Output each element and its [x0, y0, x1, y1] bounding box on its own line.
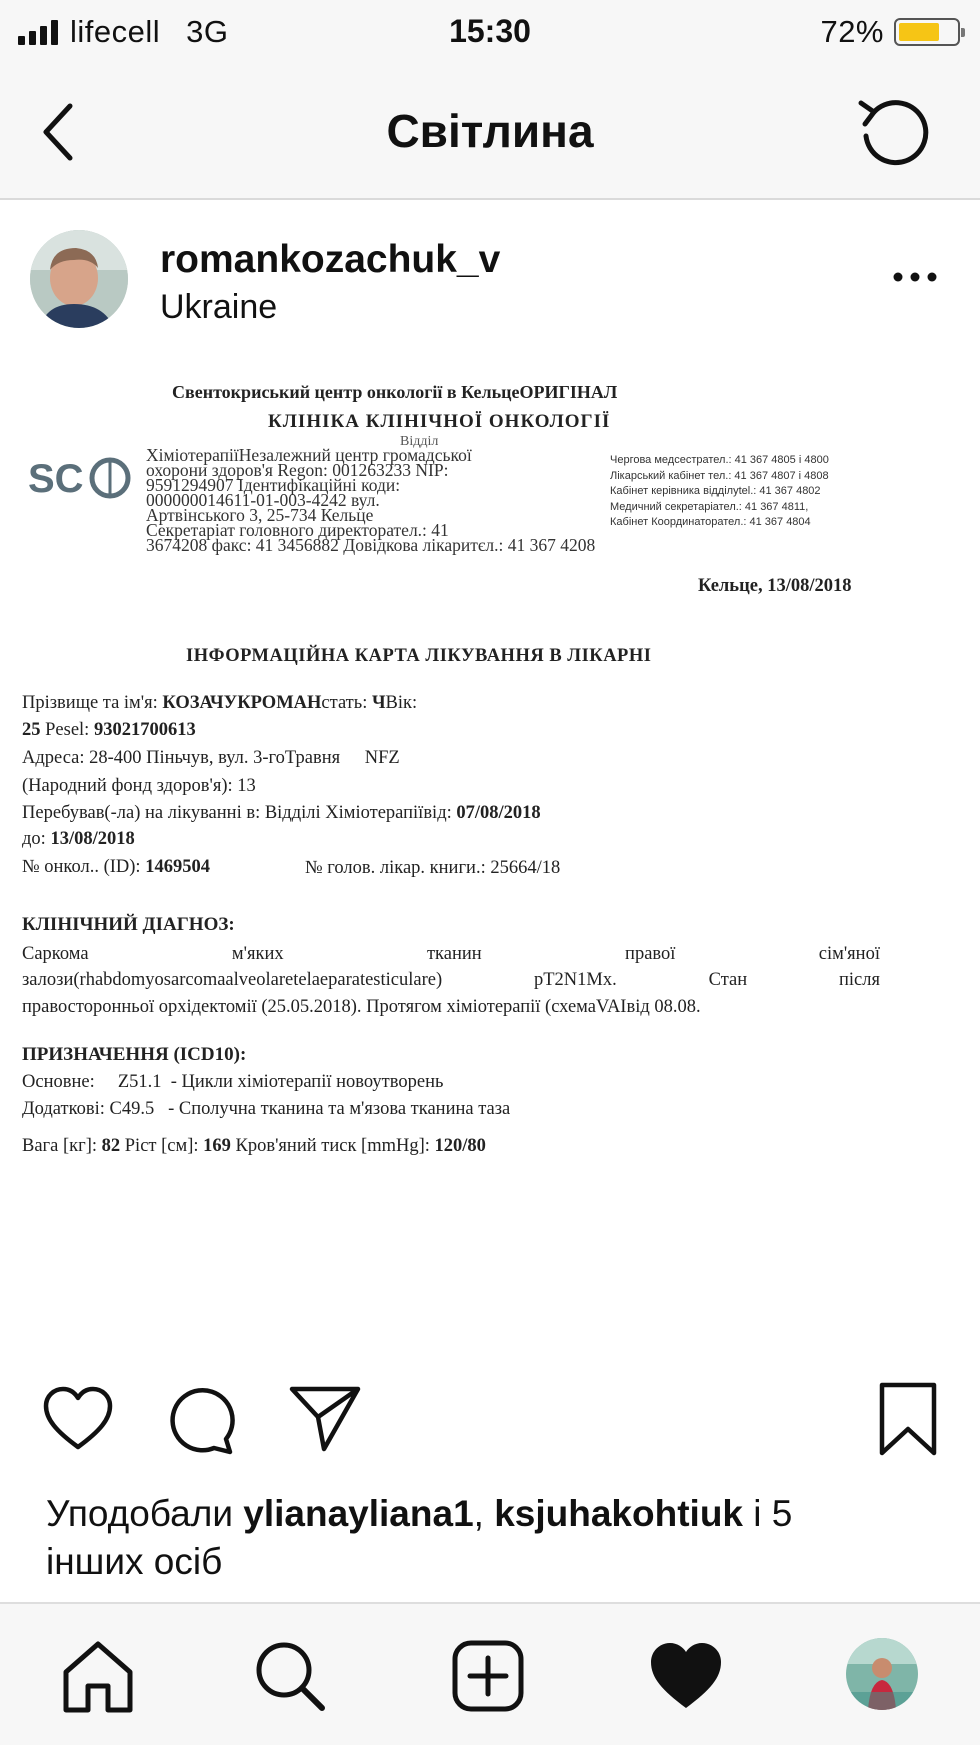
battery-icon: [894, 18, 960, 46]
refresh-button[interactable]: [852, 90, 936, 174]
age-value: 25: [22, 720, 41, 740]
comment-icon: [166, 1385, 236, 1455]
battery-percent: 72%: [820, 14, 884, 49]
tab-new-post[interactable]: [450, 1638, 526, 1714]
diag-word: після: [839, 970, 880, 990]
more-horizontal-icon: [890, 262, 940, 292]
avatar-photo: [30, 230, 128, 328]
send-icon: [288, 1383, 362, 1453]
book-label: № голов. лікар. книги.:: [305, 858, 486, 878]
address-line: Секретаріат головного директорател.: 41: [146, 520, 449, 540]
save-button[interactable]: [878, 1381, 938, 1457]
doc-header-line1: Свентокриський центр онкології в КельцеОРИГІНАЛ: [172, 382, 618, 402]
vitals-line: [22, 1136, 486, 1157]
diag-word: Саркома: [22, 944, 89, 964]
stay-from: 07/08/2018: [456, 803, 541, 823]
pesel-value: 93021700613: [93, 720, 196, 740]
fund-line: (Народний фонд здоров'я): 13: [22, 776, 256, 796]
svg-text:SC: SC: [28, 457, 84, 501]
bookmark-icon: [878, 1381, 938, 1457]
book-value: 25664/18: [490, 858, 561, 878]
sex-value: Ч: [371, 693, 386, 713]
sex-label: стать:: [321, 693, 368, 713]
tab-search[interactable]: [252, 1638, 328, 1714]
icd-main: Основне: Z51.1 - Цикли хіміотерапії новоутворень: [22, 1072, 444, 1092]
diagnosis-title: КЛІНІЧНИЙ ДІАГНОЗ:: [22, 914, 235, 935]
height-label: Ріст [см]:: [124, 1136, 199, 1156]
tab-activity[interactable]: [648, 1638, 724, 1714]
diagnosis-line-2: [22, 970, 880, 991]
likes-suffix: і 5: [743, 1493, 793, 1534]
diag-word: м'яких: [231, 944, 284, 964]
patient-pesel-line: [22, 720, 196, 741]
add-post-icon: [450, 1638, 526, 1714]
search-icon: [252, 1638, 328, 1714]
stay-to: 13/08/2018: [50, 829, 135, 849]
patient-name-line: [22, 693, 417, 714]
age-label: Вік:: [385, 693, 418, 713]
share-button[interactable]: [288, 1383, 362, 1453]
refresh-icon: [852, 90, 936, 174]
like-button[interactable]: [42, 1385, 114, 1453]
clock: 15:30: [449, 13, 531, 49]
weight-value: 82: [101, 1136, 121, 1156]
diag-word: залози(rhabdomyosarcomaalveolaretelaeparatesticulare): [22, 970, 443, 990]
heart-outline-icon: [42, 1385, 114, 1453]
onc-label: № онкол.. (ID):: [22, 857, 141, 877]
post-container: [0, 200, 980, 1602]
status-bar: [0, 0, 980, 64]
status-right: [820, 14, 960, 50]
diag-word: сім'яної: [818, 944, 880, 964]
contact-line: Кабінет керівника відділуtel.: 41 367 4802: [610, 485, 821, 497]
diag-word: Стан: [708, 970, 748, 990]
address-line: 3674208 факс: 41 3456882 Довідкова лікаритєл.: 41 367 4208: [146, 535, 596, 555]
doc-address-block: [146, 445, 596, 555]
more-options-button[interactable]: [890, 262, 940, 292]
doc-header-line2: КЛІНІКА КЛІНІЧНОЇ ОНКОЛОГІЇ: [268, 411, 611, 432]
pesel-label: Pesel:: [45, 720, 90, 740]
diag-word: pT2N1Mx.: [534, 970, 617, 990]
likes-others[interactable]: інших осіб: [46, 1541, 223, 1582]
book-line: [305, 858, 560, 879]
doc-place-date: Кельце, 13/08/2018: [698, 576, 852, 596]
height-value: 169: [203, 1136, 231, 1156]
address-line: 9591294907 Ідентифікаційні коди:: [146, 475, 401, 495]
post-header: [0, 200, 980, 361]
diag-word: правої: [625, 944, 676, 964]
hospital-logo: [28, 452, 132, 502]
page-title: Світлина: [386, 105, 594, 157]
address-line: 000000014611-01-003-4242 вул.: [146, 490, 380, 510]
name-label: Прізвище та ім'я:: [22, 693, 158, 713]
nfz-label: NFZ: [364, 748, 400, 768]
likes-prefix: Уподобали: [46, 1493, 233, 1534]
post-location[interactable]: Ukraine: [160, 288, 278, 326]
stay-line: [22, 803, 541, 824]
profile-avatar-icon: [846, 1638, 918, 1710]
patient-address-line: [22, 748, 400, 769]
tab-profile[interactable]: [846, 1638, 918, 1710]
address-line: ХіміотерапіїНезалежний центр громадської: [146, 445, 472, 465]
diagnosis-line-1: [22, 944, 880, 965]
contact-line: Чергова медсестрател.: 41 367 4805 і 4800: [610, 454, 829, 466]
liker-user-1[interactable]: ylianayliana1: [243, 1493, 474, 1534]
bottom-tab-bar: [0, 1602, 980, 1745]
address-line: Артвінського 3, 25-734 Кельце: [146, 505, 374, 525]
avatar[interactable]: [30, 230, 128, 328]
tab-home[interactable]: [60, 1638, 136, 1714]
contact-line: Медичний секретаріател.: 41 367 4811,: [610, 500, 809, 513]
icd-title: ПРИЗНАЧЕННЯ (ICD10):: [22, 1044, 247, 1065]
to-label: до:: [22, 829, 46, 849]
activity-heart-icon: [648, 1638, 724, 1714]
name-value: КОЗАЧУКРОМАН: [162, 693, 322, 713]
carrier-name: lifecell: [70, 14, 161, 49]
diag-word: тканин: [426, 944, 482, 964]
contact-line: Лікарський кабінет тел.: 41 367 4807 і 4808: [610, 469, 829, 482]
network-type: 3G: [186, 14, 229, 49]
nav-bar: [0, 64, 980, 200]
post-actions: [0, 1365, 980, 1475]
contact-line: Кабінет Координаторател.: 41 367 4804: [610, 516, 811, 528]
stay-label: Перебував(-ла) на лікуванні в: Відділі Хіміотерапіївід:: [22, 803, 452, 823]
doc-header-dept: Відділ: [400, 434, 439, 449]
pressure-value: 120/80: [434, 1136, 486, 1156]
onc-value: 1469504: [145, 857, 210, 877]
doc-card-title: ІНФОРМАЦІЙНА КАРТА ЛІКУВАННЯ В ЛІКАРНІ: [186, 646, 652, 666]
likes-separator: ,: [473, 1493, 484, 1534]
address-line: охорони здоров'я Regon: 001263233 NIP:: [146, 460, 449, 480]
comment-button[interactable]: [166, 1385, 236, 1455]
pressure-label: Кров'яний тиск [mmHg]:: [235, 1136, 430, 1156]
doc-contacts: [610, 453, 829, 531]
likes-summary[interactable]: [46, 1490, 946, 1586]
home-icon: [60, 1638, 136, 1714]
diagnosis-line-3: правосторонньої орхідектомії (25.05.2018). Протягом хіміотерапії (схемаVAIвід 08.08.: [22, 997, 701, 1017]
liker-user-2[interactable]: ksjuhakohtiuk: [494, 1493, 743, 1534]
address-value: Адреса: 28-400 Піньчув, вул. 3-гоТравня: [22, 748, 341, 768]
icd-extra: Додаткові: C49.5 - Сполучна тканина та м'язова тканина таза: [22, 1099, 511, 1119]
post-username[interactable]: romankozachuk_v: [160, 238, 501, 281]
onc-id-line: [22, 857, 210, 878]
stay-to-line: [22, 829, 135, 850]
post-image-document[interactable]: [0, 360, 980, 1365]
weight-label: Вага [кг]:: [22, 1136, 98, 1156]
